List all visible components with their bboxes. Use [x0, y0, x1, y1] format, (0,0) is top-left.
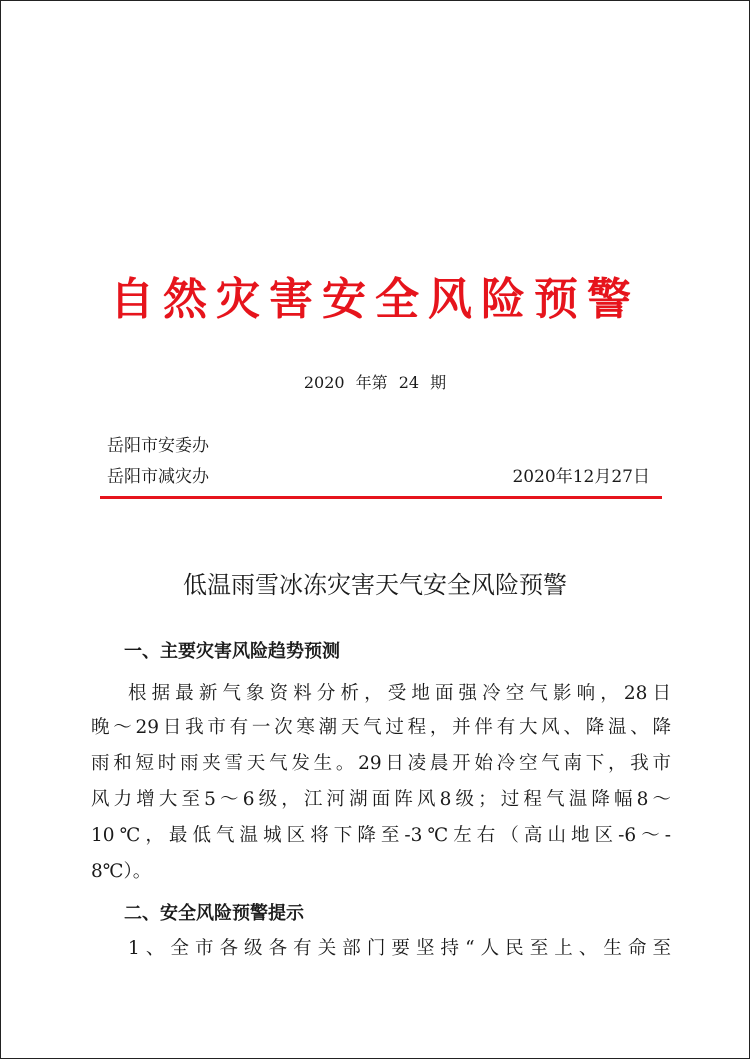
paragraph-line: 根据最新气象资料分析，受地面强冷空气影响，28日: [128, 683, 671, 704]
issue-number: 2020 年第 24 期: [303, 373, 447, 392]
paragraph-line: 风力增大至5～6级，江河湖面阵风8级；过程气温降幅8～: [91, 789, 671, 810]
masthead-title: 自然灾害安全风险预警: [110, 274, 640, 325]
paragraph-line: 10℃，最低气温城区将下降至-3℃左右（高山地区-6～-: [91, 825, 671, 846]
section-heading-warning-tips: 二、安全风险预警提示: [124, 903, 304, 924]
paragraph-line: 雨和短时雨夹雪天气发生。29日凌晨开始冷空气南下，我市: [91, 753, 671, 774]
document-title: 低温雨雪冰冻灾害天气安全风险预警: [183, 571, 567, 599]
issuer-safety-office: 岳阳市安委办: [107, 436, 209, 456]
red-divider: [100, 496, 662, 499]
paragraph-line: 晚～29日我市有一次寒潮天气过程，并伴有大风、降温、降: [91, 717, 671, 738]
paragraph-line: 8℃）。: [91, 861, 152, 882]
issue-date: 2020年12月27日: [512, 467, 650, 487]
section-heading-forecast: 一、主要灾害风险趋势预测: [124, 641, 340, 662]
paragraph-line: 1、全市各级各有关部门要坚持“人民至上、生命至: [128, 938, 671, 959]
issuer-disaster-office: 岳阳市减灾办: [107, 467, 209, 487]
